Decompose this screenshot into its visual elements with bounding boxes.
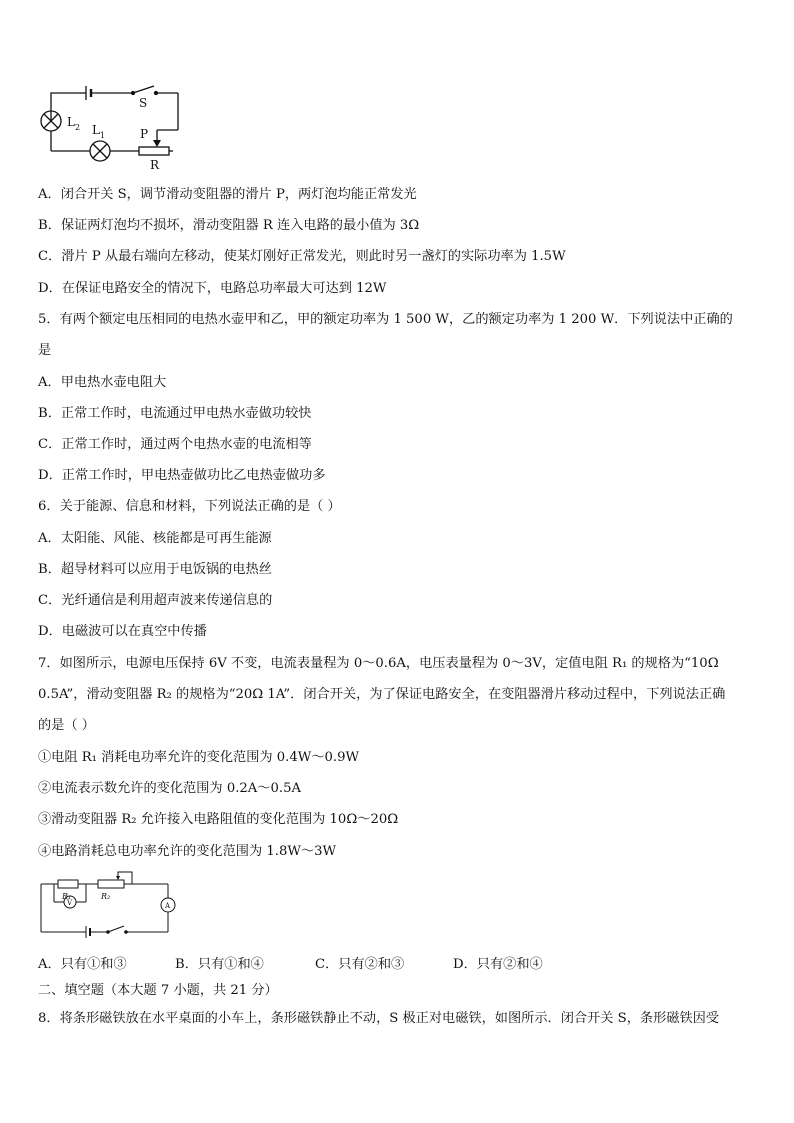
q8-stem-line1: 8．将条形磁铁放在水平桌面的小车上，条形磁铁静止不动，S 极正对电磁铁，如图所示．闭合开关 S，条形磁铁因受: [38, 1011, 720, 1026]
q7-option-c: C．只有②和③: [315, 957, 405, 972]
q5-stem-line1: 5．有两个额定电压相同的电热水壶甲和乙，甲的额定功率为 1 500 W，乙的额定功率为 1 200 W．下列说法中正确的: [38, 312, 733, 327]
q6-option-b: B．超导材料可以应用于电饭锅的电热丝: [38, 562, 272, 577]
q5-option-c: C．正常工作时，通过两个电热水壶的电流相等: [38, 437, 312, 452]
q7-stem-line2: 0.5A”，滑动变阻器 R₂ 的规格为“20Ω 1A”．闭合开关，为了保证电路安全，在变阻器滑片移动过程中，下列说法正确: [38, 687, 726, 702]
q5-stem-line2: 是: [38, 343, 52, 358]
q7-statement-4: ④电路消耗总电功率允许的变化范围为 1.8W～3W: [38, 844, 337, 859]
q5-option-a: A．甲电热水壶电阻大: [38, 375, 167, 390]
voltmeter-label: V: [67, 899, 73, 907]
q7-option-d: D．只有②和④: [453, 957, 543, 972]
rheostat-r-label: R: [150, 158, 160, 172]
q7-options-row: [38, 956, 543, 974]
section-heading: 二、填空题（本大题 7 小题，共 21 分）: [38, 983, 278, 998]
q6-option-c: C．光纤通信是利用超声波来传递信息的: [38, 593, 273, 608]
lamp-l1-label: L: [92, 123, 100, 137]
q4-option-b: B．保证两灯泡均不损坏，滑动变阻器 R 连入电路的最小值为 3Ω: [38, 218, 420, 233]
switch-label: S: [139, 96, 148, 110]
q6-option-a: A．太阳能、风能、核能都是可再生能源: [38, 531, 272, 546]
q4-option-a: A．闭合开关 S，调节滑动变阻器的滑片 P，两灯泡均能正常发光: [38, 187, 417, 202]
q7-stem-line3: 的是（ ）: [38, 718, 95, 733]
q7-stem-line1: 7．如图所示，电源电压保持 6V 不变，电流表量程为 0～0.6A，电压表量程为 0～3V，定值电阻 R₁ 的规格为“10Ω: [38, 656, 719, 671]
q7-option-b: B．只有①和④: [175, 957, 264, 972]
lamp-l1-subscript: 1: [100, 131, 106, 140]
lamp-l2-label: L: [67, 115, 75, 129]
fig-r1-label: R₁: [62, 892, 72, 901]
q5-option-b: B．正常工作时，电流通过甲电热水壶做功较快: [38, 406, 312, 421]
q6-option-d: D．电磁波可以在真空中传播: [38, 624, 207, 639]
q7-statement-2: ②电流表示数允许的变化范围为 0.2A～0.5A: [38, 781, 301, 796]
q4-option-d: D．在保证电路安全的情况下，电路总功率最大可达到 12W: [38, 281, 387, 296]
q7-statement-1: ①电阻 R₁ 消耗电功率允许的变化范围为 0.4W～0.9W: [38, 750, 360, 765]
q4-option-c: C．滑片 P 从最右端向左移动，使某灯刚好正常发光，则此时另一盏灯的实际功率为 1.5W: [38, 249, 566, 264]
circuit-diagram-q7: [36, 870, 186, 945]
q7-option-a: A．只有①和③: [38, 957, 127, 972]
slider-p-label: P: [140, 127, 149, 141]
q5-option-d: D．正常工作时，甲电热壶做功比乙电热壶做功多: [38, 468, 326, 483]
ammeter-label: A: [165, 902, 171, 910]
circuit-diagram-q4: [30, 80, 190, 175]
q6-stem: 6．关于能源、信息和材料，下列说法正确的是（ ）: [38, 499, 341, 514]
lamp-l2-subscript: 2: [75, 123, 81, 132]
fig-r2-label: R₂: [101, 892, 111, 901]
q7-statement-3: ③滑动变阻器 R₂ 允许接入电路阻值的变化范围为 10Ω～20Ω: [38, 812, 399, 827]
